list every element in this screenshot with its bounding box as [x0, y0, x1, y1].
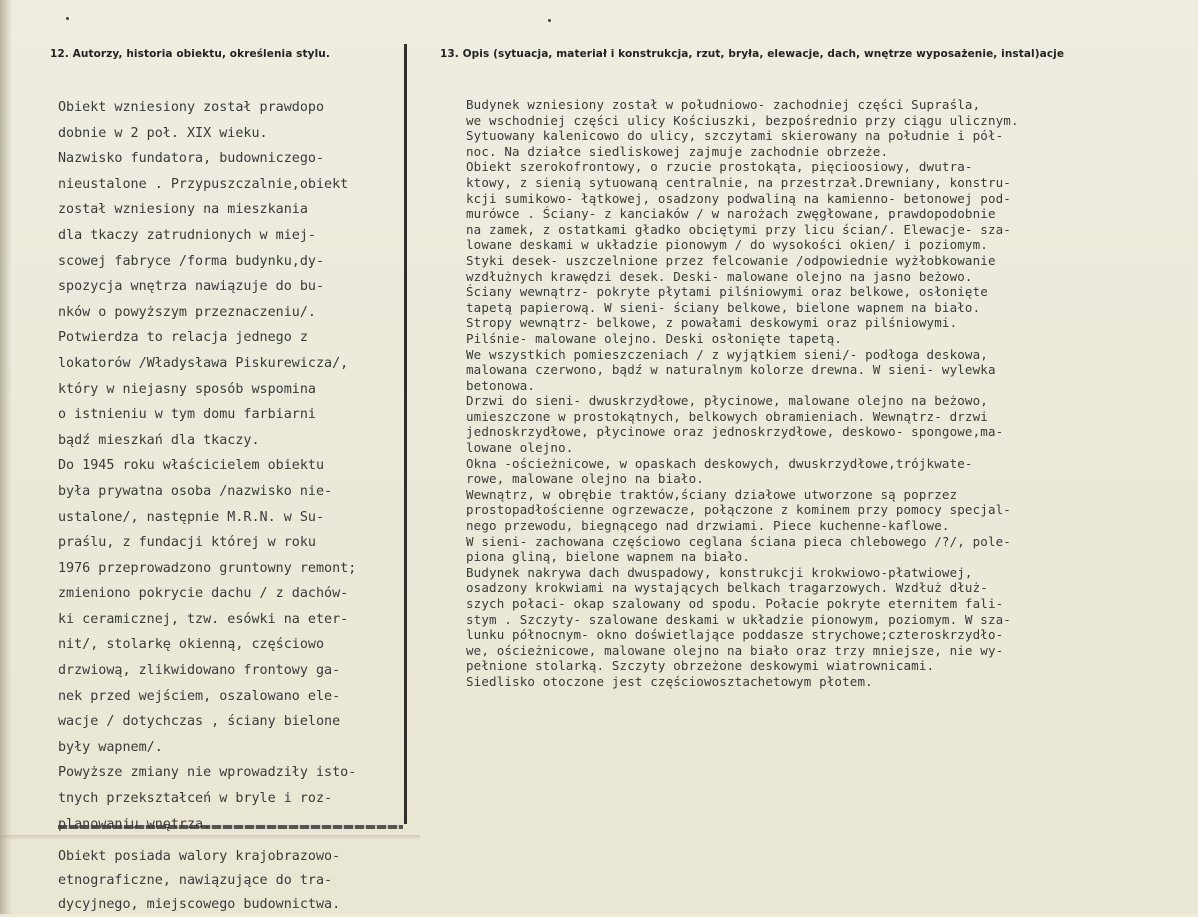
text-line: Okna -ościeżnicowe, w opaskach deskowych, dwuskrzydłowe,trójkwate- [466, 455, 973, 471]
text-line: we, ościeżnicowe, malowane olejno na biało oraz trzy mniejsze, nie wy- [466, 642, 1004, 658]
text-line: betonowa. [466, 377, 536, 393]
text-line: praślu, z fundacji której w roku [58, 535, 316, 551]
text-line: na zamek, z ostatkami gładko obciętymi przy licu ścian/. Elewacje- sza- [466, 221, 1011, 237]
section-12-heading: 12. Autorzy, historia obiektu, określenia stylu. [50, 48, 330, 60]
text-line: W sieni- zachowana częściowo ceglana ściana pieca chlebowego /?/, pole- [466, 533, 1011, 549]
text-line: noc. Na działce siedliskowej zajmuje zachodnie obrzeże. [466, 143, 889, 159]
text-line: lokatorów /Władysława Piskurewicza/, [58, 355, 349, 371]
text-line: który w niejasny sposób wspomina [58, 381, 316, 397]
history-text [58, 95, 438, 837]
text-line: nit/, stolarkę okienną, częściowo [58, 637, 325, 653]
text-line: Wewnątrz, w obrębie traktów,ściany działowe utworzone są poprzez [466, 486, 958, 502]
text-line: drzwiową, zlikwidowano frontowy ga- [58, 663, 341, 679]
section-13-heading: 13. Opis (sytuacja, materiał i konstrukcja, rzut, bryła, elewacje, dach, wnętrze wyposażenie, instal)acje [440, 48, 1065, 60]
text-line: nego przewodu, biegnącego nad drzwiami. Piece kuchenne-kaflowe. [466, 518, 950, 534]
text-line: wacje / dotychczas , ściany bielone [58, 714, 341, 730]
text-line: zmieniono pokrycie dachu / z dachów- [58, 586, 349, 602]
text-line: scowej fabryce /forma budynku,dy- [58, 253, 325, 269]
punch-mark [66, 17, 69, 20]
punch-mark [548, 19, 551, 22]
text-line: Obiekt posiada walory krajobrazowo- [58, 849, 341, 864]
text-line: Nazwisko fundatora, budowniczego- [58, 151, 325, 167]
text-line: rowe, malowane olejno na biało. [466, 471, 704, 487]
text-line: Ściany wewnątrz- pokryte płytami pilśniowymi oraz belkowe, osłonięte [466, 284, 988, 300]
text-line: ki ceramicznej, tzw. esówki na eter- [58, 611, 349, 627]
text-line: dycyjnego, miejscowego budownictwa. [58, 897, 341, 912]
text-line: etnograficzne, nawiązujące do tra- [58, 873, 333, 888]
text-line: został wzniesiony na mieszkania [58, 202, 308, 218]
text-line: Budynek nakrywa dach dwuspadowy, konstrukcji krokwiowo-płatwiowej, [466, 564, 973, 580]
text-line: ktowy, z sienią sytuowaną centralnie, na przestrzał.Drewniany, konstru- [466, 174, 1011, 190]
text-line: nków o powyższym przeznaczeniu/. [58, 304, 316, 320]
text-line: Obiekt wzniesiony został prawdopo [58, 100, 325, 115]
text-line: we wschodniej części ulicy Kościuszki, bezpośrednio przy ciągu ulicznym. [466, 112, 1019, 128]
text-line: ustalone/, następnie M.R.N. w Su- [58, 509, 325, 525]
text-line: osadzony krokwiami na wystających belkach tragarzowych. Wzdłuż dłuż- [466, 580, 988, 596]
text-line: wzdłużnych krawędzi desek. Deski- malowane olejno na jasno beżowo. [466, 268, 973, 284]
text-line: jednoskrzydłowe, płycinowe oraz jednoskrzydłowe, deskowo- spongowe,ma- [466, 424, 1004, 440]
text-line: lowane deskami w układzie pionowym / do wysokości okien/ i poziomym. [466, 237, 988, 253]
text-line: dla tkaczy zatrudnionych w miej- [58, 227, 316, 243]
text-line: była prywatna osoba /nazwisko nie- [58, 483, 333, 499]
text-line: Powyższe zmiany nie wprowadziły isto- [58, 765, 357, 781]
text-line: Budynek wzniesiony został w południowo- zachodniej części Supraśla, [466, 97, 981, 112]
text-line: Obiekt szerokofrontowy, o rzucie prostokąta, pięcioosiowy, dwutra- [466, 159, 973, 175]
text-line: bądź mieszkań dla tkaczy. [58, 432, 260, 448]
text-line: nek przed wejściem, oszalowano ele- [58, 688, 341, 704]
text-line: Drzwi do sieni- dwuskrzydłowe, płycinowe, malowane olejno na beżowo, [466, 393, 988, 409]
text-line: lunku północnym- okno doświetlające poddasze strychowe;czteroskrzydło- [466, 627, 1004, 643]
text-line: o istnieniu w tym domu farbiarni [58, 407, 316, 423]
text-line: planowaniu wnętrza. [58, 816, 212, 832]
text-line: kcji sumikowo- łątkowej, osadzony podwaliną na kamienno- betonowej pod- [466, 190, 1011, 206]
text-line: lowane olejno. [466, 440, 574, 456]
style-text [58, 845, 438, 917]
text-line: 1976 przeprowadzono gruntowny remont; [58, 560, 357, 576]
text-line: We wszystkich pomieszczeniach / z wyjątkiem sieni/- podłoga deskowa, [466, 346, 988, 362]
text-line: były wapnem/. [58, 739, 163, 755]
text-line: Do 1945 roku właścicielem obiektu [58, 458, 325, 474]
text-line: dobnie w 2 poł. XIX wieku. [58, 125, 268, 141]
text-line: piona gliną, bielone wapnem na biało. [466, 549, 750, 565]
text-line: nieustalone . Przypuszczalnie,obiekt [58, 176, 349, 192]
text-line: Potwierdza to relacja jednego z [58, 330, 308, 346]
text-line: szych połaci- okap szalowany od spodu. Połacie pokryte eternitem fali- [466, 596, 1004, 611]
text-line: pełnione stolarką. Szczyty obrzeżone deskowymi wiatrownicami. [466, 658, 935, 674]
text-line: tapetą papierową. W sieni- ściany belkowe, bielone wapnem na biało. [466, 299, 981, 315]
text-line: Stropy wewnątrz- belkowe, z powałami deskowymi oraz pilśniowymi. [466, 315, 958, 331]
text-line: murówce . Ściany- z kanciaków / w narożach zwęgłowane, prawdopodobnie [466, 206, 996, 222]
text-line: spozycja wnętrza nawiązuje do bu- [58, 279, 325, 295]
text-line: Siedlisko otoczone jest częściowosztachetowym płotem. [466, 673, 873, 689]
text-line: malowana czerwono, bądź w naturalnym kolorze drewna. W sieni- wylewka [466, 362, 996, 378]
description-text [466, 97, 1198, 690]
text-line: Styki desek- uszczelnione przez felcowanie /odpowiednie wyżłobkowanie [466, 252, 996, 268]
text-line: Sytuowany kalenicowo do ulicy, szczytami skierowany na południe i pół- [466, 128, 1004, 144]
text-line: stym . Szczyty- szalowane deskami w układzie pionowym, poziomym. W sza- [466, 611, 1011, 627]
text-line: prostopadłościenne ogrzewacze, połączone z kominem przy pomocy specjal- [466, 502, 1011, 518]
text-line: Pilśnie- malowane olejno. Deski osłonięte tapetą. [466, 330, 843, 346]
paper-edge-shadow [0, 0, 12, 914]
text-line: tnych przekształceń w bryle i roz- [58, 791, 333, 807]
text-line: umieszczone w prostokątnych, belkowych obramieniach. Wewnątrz- drzwi [466, 408, 988, 424]
